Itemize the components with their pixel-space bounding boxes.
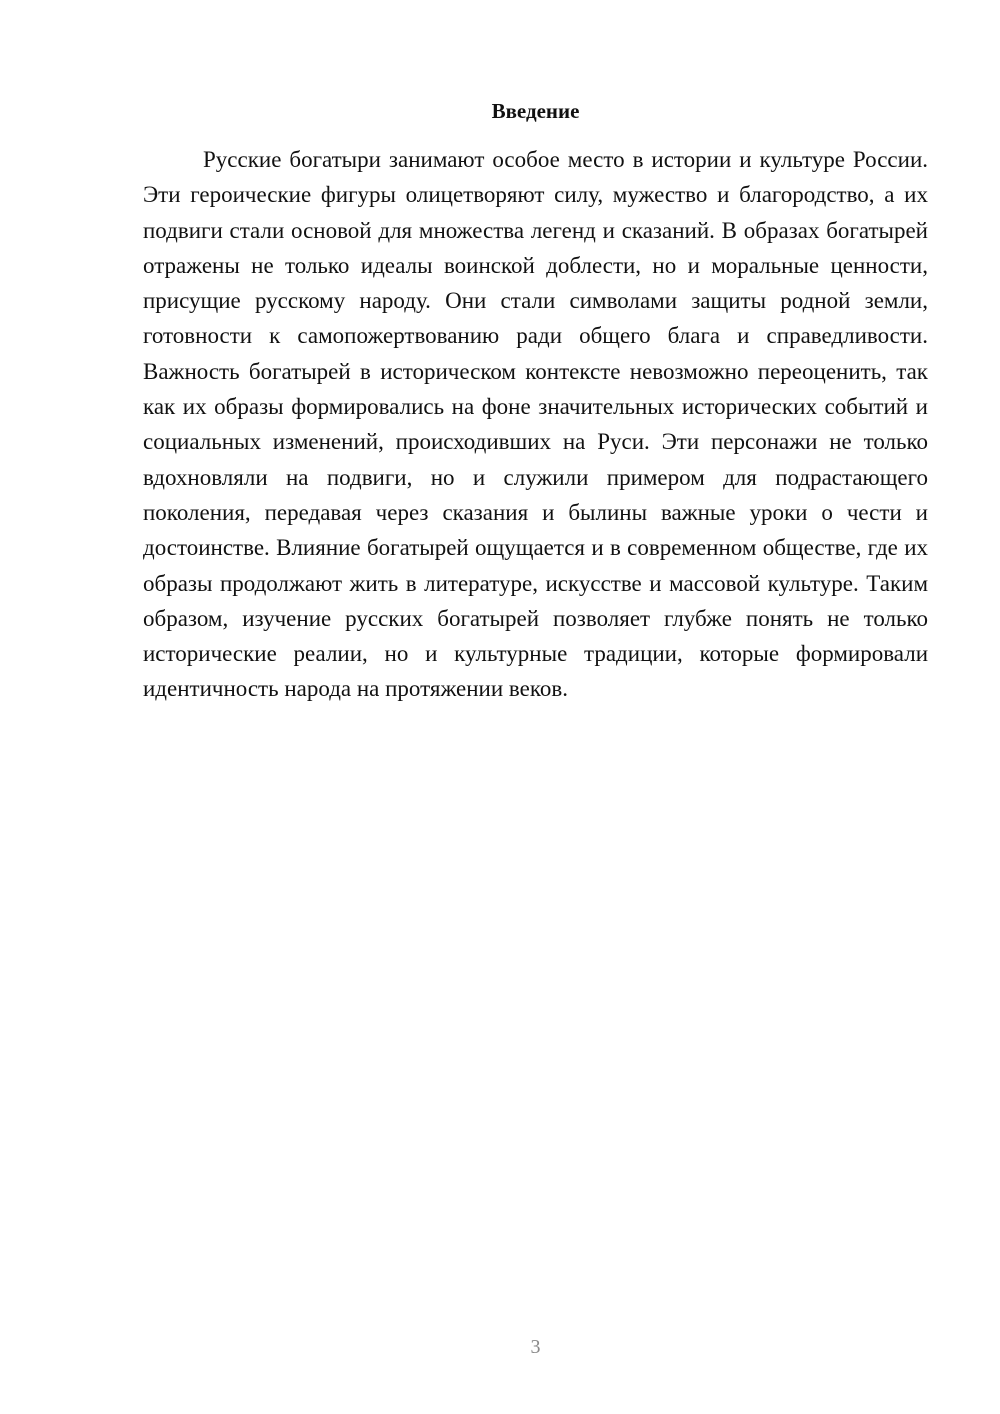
page-title: Введение <box>491 99 580 123</box>
body-paragraph: Русские богатыри занимают особое место в истории и культуре России. Эти героические фигуры олицетворяют силу, мужество и благородство, а их подвиги стали основой для множества легенд и сказаний. В образах богатырей отражены не только идеалы воинской доблести, но и моральные ценности, присущие русскому народу. Они стали символами защиты родной земли, готовности к самопожертвованию ради общего блага и справедливости. Важность богатырей в историческом контексте невозможно переоценить, так как их образы формировались на фоне значительных исторических событий и социальных изменений, происходивших на Руси. Эти персонажи не только вдохновляли на подвиги, но и служили примером для подрастающего поколения, передавая через сказания и былины важные уроки о чести и достоинстве. Влияние богатырей ощущается и в современном обществе, где их образы продолжают жить в литературе, искусстве и массовой культуре. Таким образом, изучение русских богатырей позволяет глубже понять не только исторические реалии, но и культурные традиции, которые формировали идентичность народа на протяжении веков. <box>143 147 928 702</box>
page-number: 3 <box>530 1336 541 1358</box>
